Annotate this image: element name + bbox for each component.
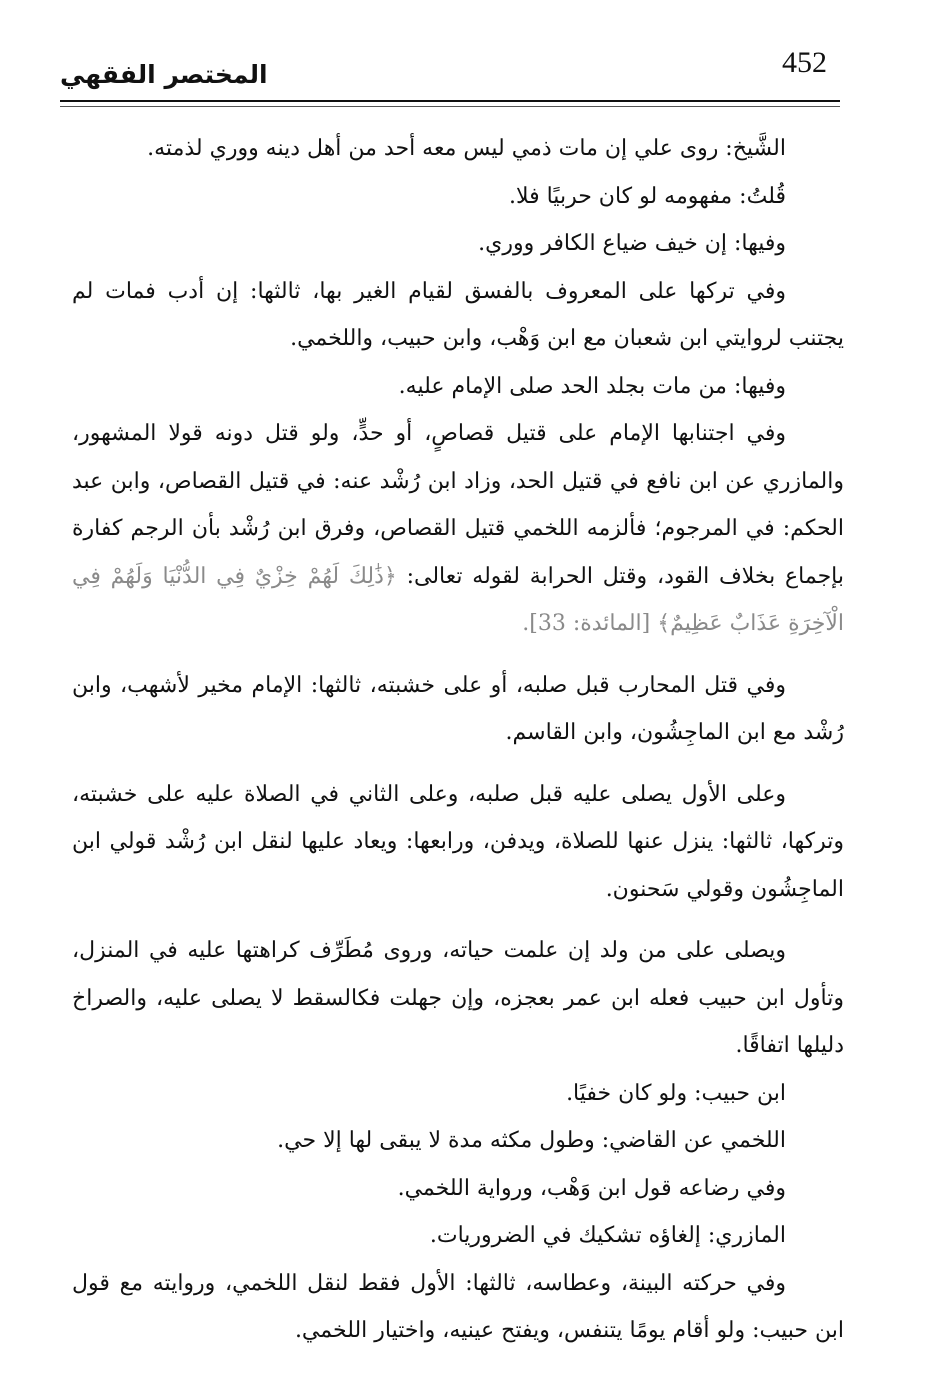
paragraph	[72, 1117, 844, 1165]
paragraph-text: وفي رضاعه قول ابن وَهْب، ورواية اللخمي.	[397, 1175, 786, 1201]
paragraph	[72, 771, 844, 914]
paragraph	[72, 125, 844, 173]
running-title: المختصر الفقهي	[60, 60, 268, 89]
paragraph-text: وفيها: إن خيف ضياع الكافر ووري.	[478, 231, 786, 256]
paragraph-text: ويصلى على من ولد إن علمت حياته، وروى مُطَرِّف كراهتها عليه في المنزل، وتأول ابن حبيب فعله ابن عمر بعجزه، وإن جهلت فكالسقط لا يصلى عليه، والصراخ دليلها اتفاقًا.	[72, 938, 844, 1058]
paragraph-text: ابن حبيب: ولو كان خفيًا.	[566, 1080, 786, 1106]
paragraph-text: وعلى الأول يصلى عليه قبل صلبه، وعلى الثاني في الصلاة عليه على خشبته، وتركها، ثالثها: ينزل عنها للصلاة، ويدفن، ورابعها: ويعاد عليها لنقل ابن رُشْد قولي ابن الماجِشُون وقولي سَحنون.	[72, 781, 844, 902]
paragraph	[72, 1212, 844, 1260]
paragraph-text: وفيها: من مات بجلد الحد صلى الإمام عليه.	[398, 373, 786, 399]
paragraph	[72, 662, 844, 757]
page-header	[60, 40, 840, 100]
paragraph	[72, 1260, 844, 1355]
paragraph-text: وفي حركته البينة، وعطاسه، ثالثها: الأول فقط لنقل اللخمي، وروايته مع قول ابن حبيب: ولو أقام يومًا يتنفس، ويفتح عينيه، واختيار اللخمي.	[72, 1270, 844, 1343]
paragraph	[72, 173, 844, 221]
paragraph	[72, 268, 844, 363]
page-number: 452	[782, 46, 827, 79]
paragraph	[72, 363, 844, 411]
quran-verse: ﴿ذَٰلِكَ لَهُمْ خِزْيٌ فِي الدُّنْيَا وَلَهُمْ فِي الْآخِرَةِ عَذَابٌ عَظِيمٌ﴾ [المائدة: 33].	[72, 563, 844, 636]
paragraph-text: وفي قتل المحارب قبل صلبه، أو على خشبته، ثالثها: الإمام مخير لأشهب، وابن رُشْد مع ابن الماجِشُون، وابن القاسم.	[72, 672, 844, 745]
paragraph-text: وفي اجتنابها الإمام على قتيل قصاصٍ، أو حدٍّ، ولو قتل دونه قولا المشهور، والمازري عن ابن نافع في قتيل الحد، وزاد ابن رُشْد عنه: في قتيل القصاص، وابن عبد الحكم: في المرجوم؛ فألزمه اللخمي قتيل القصاص، وفرق ابن رُشْد بأن الرجم كفارة بإجماع بخلاف القود، وقتل الحرابة لقوله تعالى:	[72, 421, 845, 589]
paragraph	[72, 220, 844, 268]
header-rule-thin	[60, 106, 840, 107]
header-rule	[60, 100, 840, 102]
paragraph	[72, 927, 844, 1070]
paragraph-text: اللخمي عن القاضي: وطول مكثه مدة لا يبقى لها إلا حي.	[277, 1128, 786, 1153]
paragraph	[72, 1070, 844, 1118]
paragraph	[72, 410, 844, 648]
body-text	[72, 125, 844, 1355]
paragraph-text: المازري: إلغاؤه تشكيك في الضروريات.	[429, 1223, 786, 1248]
paragraph-text: قُلتُ: مفهومه لو كان حربيًا فلا.	[508, 183, 786, 209]
paragraph-text: وفي تركها على المعروف بالفسق لقيام الغير بها، ثالثها: إن أدب فمات لم يجتنب لروايتي ابن شعبان مع ابن وَهْب، وابن حبيب، واللخمي.	[72, 278, 844, 351]
paragraph	[72, 1165, 844, 1213]
paragraph-text: الشَّيخ: روى علي إن مات ذمي ليس معه أحد من أهل دينه ووري لذمته.	[147, 136, 786, 161]
